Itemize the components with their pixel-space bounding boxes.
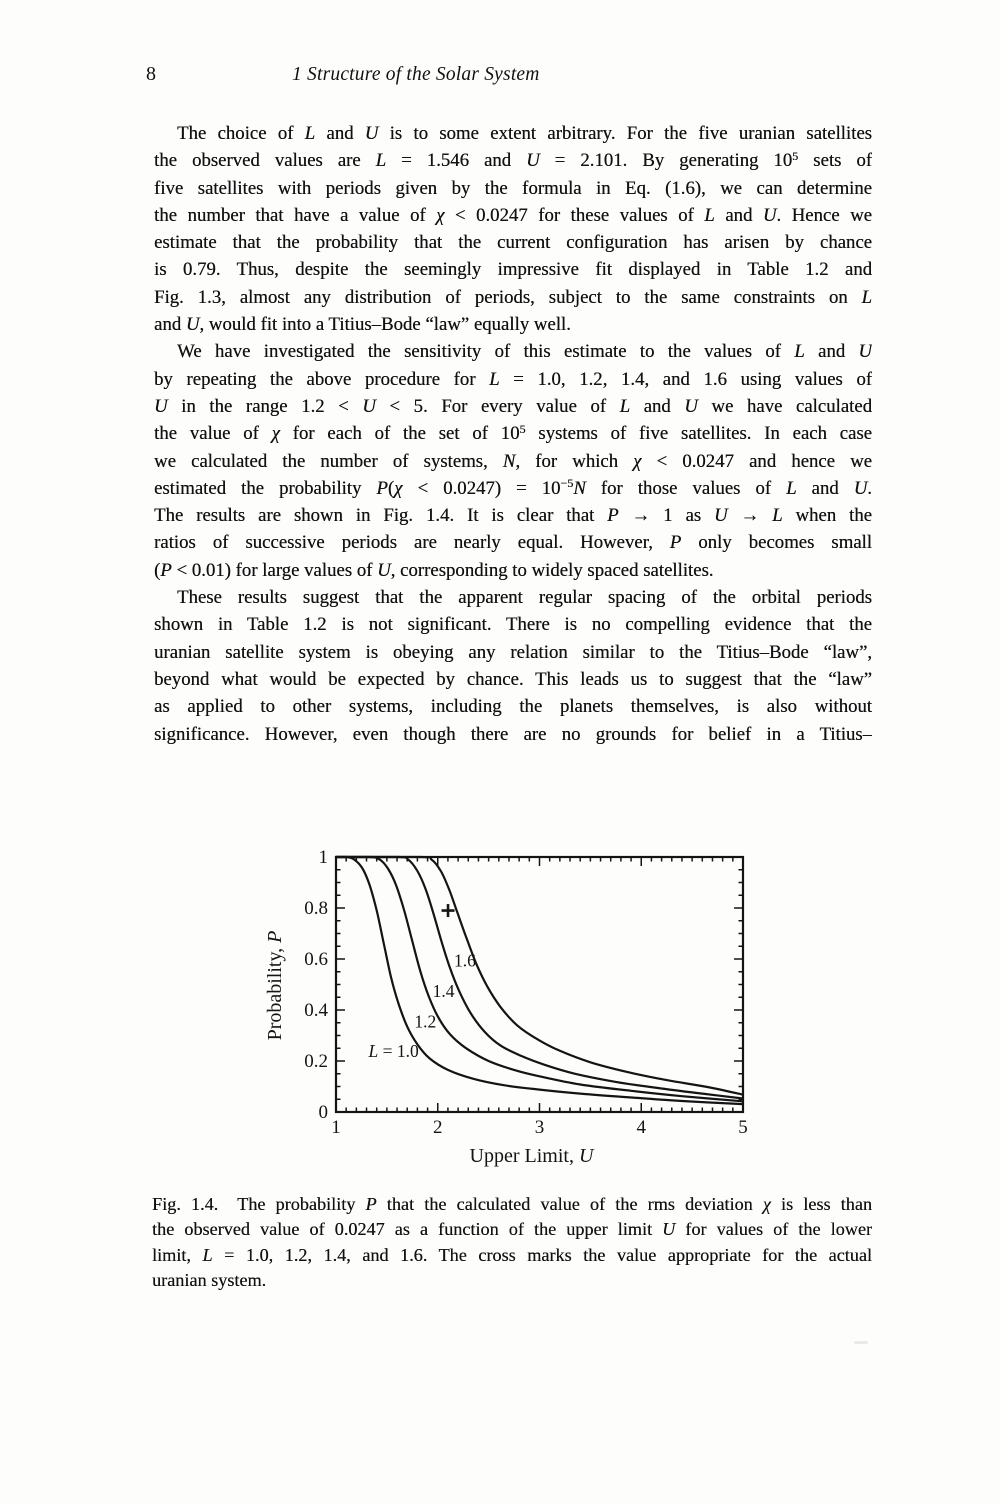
running-head [0, 63, 1000, 93]
chart-text: 1 [331, 1117, 341, 1138]
chart-text: Probability, P [264, 930, 286, 1041]
running-head-title: 1 Structure of the Solar System [292, 64, 540, 85]
text-line: These results suggest that the apparent regular spacing of the orbital periods [177, 587, 872, 609]
text-line: uranian system. [152, 1270, 267, 1291]
figure-chart [255, 830, 775, 1180]
text-line: The results are shown in Fig. 1.4. It is clear that P → 1 as U → L when the [154, 505, 872, 527]
chart-text: 5 [738, 1117, 748, 1138]
text-line: (P < 0.01) for large values of U, corresponding to widely spaced satellites. [154, 559, 714, 581]
text-line: The choice of L and U is to some extent arbitrary. For the five uranian satellites [177, 123, 872, 144]
paragraph-2 [154, 338, 872, 584]
text-line: five satellites with periods given by the formula in Eq. (1.6), we can determine [154, 177, 872, 199]
chart-curve-1.4 [336, 857, 743, 1099]
text-line: limit, L = 1.0, 1.2, 1.4, and 1.6. The cross marks the value appropriate for the actual [152, 1244, 872, 1265]
text-line: U in the range 1.2 < U < 5. For every value of L and U we have calculated [154, 395, 872, 417]
text-line: Fig. 1.4. The probability P that the calculated value of the rms deviation χ is less than [152, 1194, 872, 1214]
text-line: as applied to other systems, including the planets themselves, is also without [154, 696, 872, 718]
chart-text: 0.2 [304, 1051, 328, 1072]
text-line: the observed value of 0.0247 as a function of the upper limit U for values of the lower [152, 1219, 872, 1240]
chart-text: 3 [534, 1117, 545, 1138]
paragraph-3 [154, 584, 872, 748]
text-line: beyond what would be expected by chance. This leads us to suggest that the “law” [154, 668, 872, 690]
text-line: significance. However, even though there are no grounds for belief in a Titius– [154, 723, 872, 745]
text-line: by repeating the above procedure for L = 1.0, 1.2, 1.4, and 1.6 using values of [154, 368, 872, 390]
paragraph-1 [154, 120, 872, 338]
text-line: uranian satellite system is obeying any relation similar to the Titius–Bode “law”, [154, 641, 872, 663]
text-line: shown in Table 1.2 is not significant. There is no compelling evidence that the [154, 614, 872, 636]
text-line: ratios of successive periods are nearly equal. However, P only becomes small [154, 532, 872, 554]
figure-caption [152, 1192, 872, 1294]
chart-curve-1.0 [336, 857, 743, 1104]
text-line: We have investigated the sensitivity of this estimate to the values of L and U [177, 341, 872, 363]
text-line: estimated the probability $P(\chi < 0.0247) = 10^{-5}N$ for those values of L and U. [154, 476, 872, 499]
chart-text: 0.4 [304, 1000, 328, 1021]
page-number: 8 [146, 63, 156, 85]
chart-text: 0.8 [304, 898, 328, 919]
chart-text: 1.4 [432, 980, 455, 1001]
text-line: and U, would fit into a Titius–Bode “law” equally well. [154, 314, 571, 336]
chart-text: L = 1.0 [368, 1040, 419, 1061]
text-line: estimate that the probability that the current configuration has arisen by chance [154, 232, 872, 254]
chart-text: 2 [433, 1117, 443, 1138]
chart-curve-1.2 [336, 857, 743, 1101]
text-line: we calculated the number of systems, N, for which χ < 0.0247 and hence we [154, 450, 872, 472]
chart-text: 0 [318, 1102, 328, 1123]
chart-text: 1.2 [414, 1011, 437, 1032]
chart-text: 1.6 [454, 950, 476, 971]
chart-text: 0.6 [304, 949, 328, 970]
scan-artifact [854, 1341, 868, 1344]
text-line: Fig. 1.3, almost any distribution of periods, subject to the same constraints on L [154, 286, 872, 308]
text-line: is 0.79. Thus, despite the seemingly impressive fit displayed in Table 1.2 and [154, 259, 872, 281]
text-line: the value of χ for each of the set of $10^5$ systems of five satellites. In each case [154, 421, 872, 445]
chart-text: Upper Limit, U [469, 1145, 594, 1167]
body-text [154, 120, 872, 748]
cross-marker [442, 904, 455, 917]
text-line: the number that have a value of χ < 0.0247 for these values of L and U. Hence we [154, 204, 872, 226]
text-line: the observed values are L = 1.546 and U = 2.101. By generating $10^5$ sets of [154, 148, 872, 172]
figure-1-4 [255, 830, 775, 1180]
chart-text: 1 [318, 847, 328, 868]
chart-text: 4 [636, 1117, 646, 1138]
